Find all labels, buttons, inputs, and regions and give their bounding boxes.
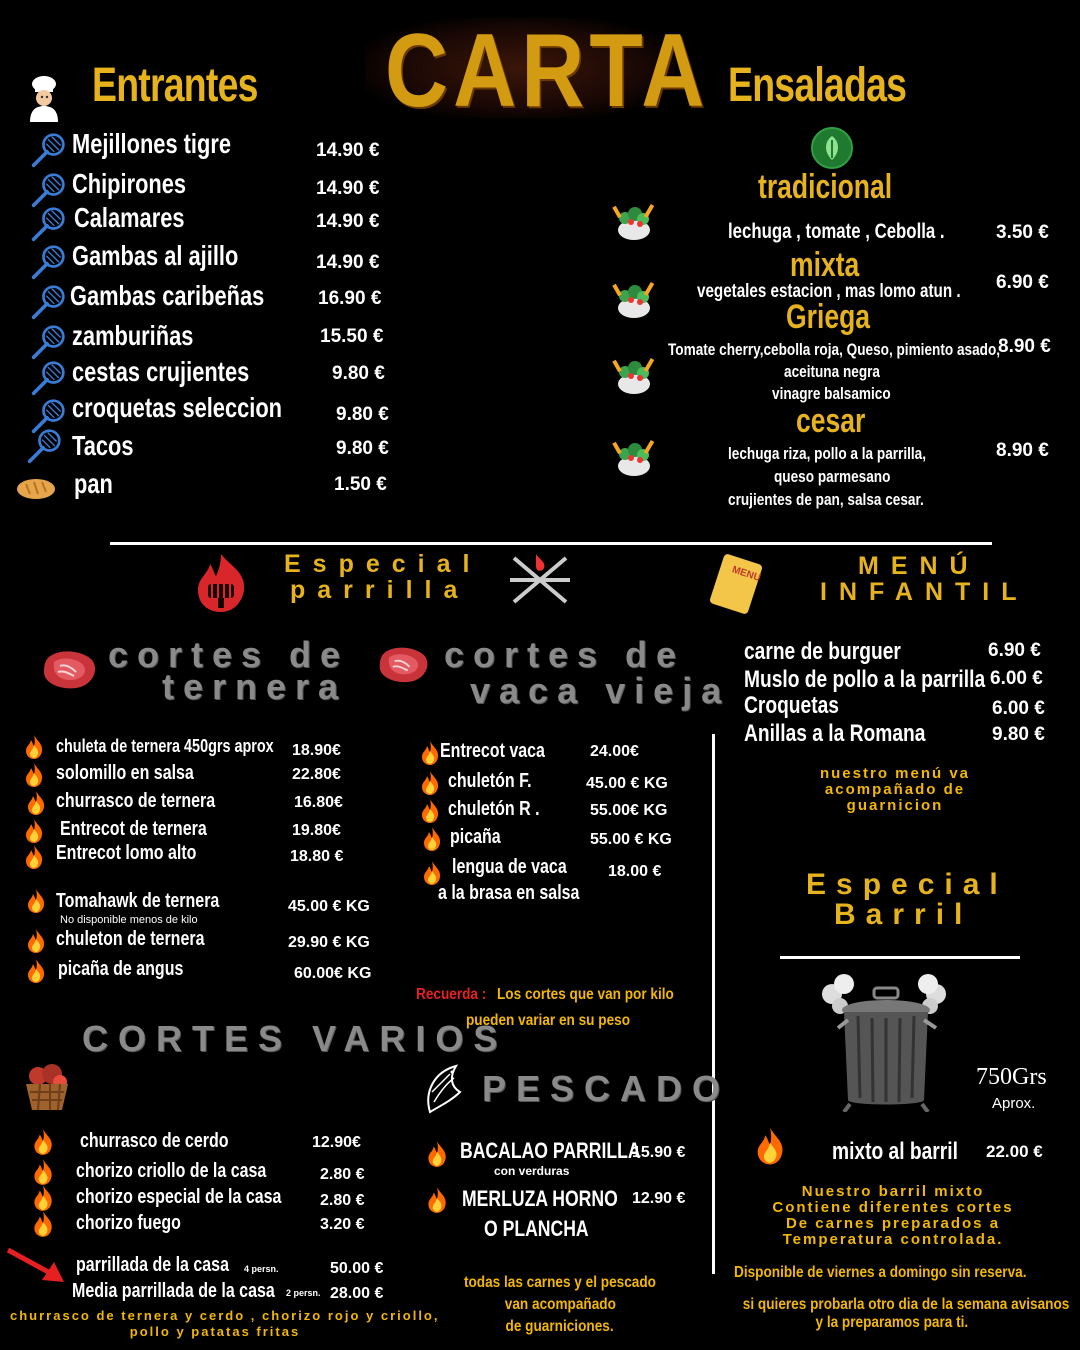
salad-desc: Tomate cherry,cebolla roja, Queso, pimiento asado,: [668, 340, 1001, 359]
price: 15.50 €: [320, 326, 384, 347]
list-item: Chipirones: [72, 168, 187, 199]
list-item: chuletón F.: [448, 770, 532, 792]
list-item: Gambas al ajillo: [72, 240, 239, 271]
price: 19.80€: [292, 822, 341, 839]
price: 16.80€: [294, 794, 343, 811]
list-item: chorizo fuego: [76, 1212, 181, 1234]
price: 22.80€: [292, 766, 341, 783]
note-line: pollo y patatas fritas: [129, 1324, 301, 1339]
price: 24.00€: [590, 743, 639, 760]
note-line: De carnes preparados a: [785, 1215, 1001, 1232]
arrow-icon: [6, 1246, 68, 1291]
price: 9.80 €: [992, 724, 1045, 745]
recuerda-note: [416, 986, 706, 1004]
list-item: churrasco de ternera: [56, 790, 216, 812]
bread-icon: [16, 476, 56, 507]
list-item: Croquetas: [744, 692, 839, 719]
barril-note: [760, 1184, 1026, 1248]
list-item: chorizo especial de la casa: [76, 1186, 282, 1208]
salad-icon: [608, 352, 660, 402]
list-item: picaña: [450, 826, 501, 848]
divider: [780, 956, 1020, 959]
list-item: cestas crujientes: [72, 356, 250, 387]
flame-icon: [420, 798, 440, 824]
frying-pan-icon: [30, 360, 66, 396]
frying-pan-icon: [30, 324, 66, 360]
salad-desc: lechuga riza, pollo a la parrilla,: [728, 444, 927, 463]
list-item: mixto al barril: [832, 1138, 958, 1165]
list-item: solomillo en salsa: [56, 762, 194, 784]
flame-icon: [754, 1126, 786, 1166]
list-item: croquetas seleccion: [72, 392, 283, 423]
list-item: pan: [74, 468, 113, 499]
list-item-line2: O PLANCHA: [484, 1216, 589, 1241]
list-item: lengua de vaca: [452, 856, 567, 878]
price: 28.00 €: [330, 1285, 384, 1302]
price: 18.90€: [292, 742, 341, 759]
disponible-note: Disponible de viernes a domingo sin reserva.: [734, 1264, 1027, 1281]
salad-desc: crujientes de pan, salsa cesar.: [728, 490, 924, 509]
parrillada-note: [10, 1308, 440, 1340]
bbq-tools-icon: [506, 552, 574, 613]
flame-icon: [420, 740, 440, 766]
chef-icon: [24, 74, 64, 122]
note-line: van acompañado: [504, 1296, 616, 1313]
recuerda-text: Los cortes que van por kilo: [497, 986, 674, 1003]
salad-name: mixta: [790, 246, 860, 284]
list-item: zamburiñas: [72, 320, 194, 351]
avisar-note: [714, 1296, 1070, 1332]
price: 6.00 €: [990, 668, 1043, 689]
barrel-icon: [818, 972, 954, 1117]
pescado-title: PESCADO: [482, 1068, 731, 1109]
price: 6.00 €: [992, 698, 1045, 719]
frying-pan-icon: [30, 244, 66, 280]
list-item: chuleton de ternera: [56, 928, 205, 950]
price: 22.00 €: [986, 1142, 1043, 1161]
price: 18.00 €: [608, 863, 662, 880]
list-item: Tacos: [72, 430, 134, 461]
note-line: todas las carnes y el pescado: [463, 1274, 656, 1291]
persons: 2 persn.: [286, 1288, 321, 1298]
note-line: nuestro menú va: [819, 765, 971, 782]
flame-icon: [26, 888, 46, 914]
price: 3.20 €: [320, 1216, 365, 1233]
entrantes-heading: Entrantes: [92, 59, 258, 112]
pescado-note: [420, 1272, 700, 1338]
item-sub: con verduras: [494, 1164, 570, 1178]
list-item: Muslo de pollo a la parrilla: [744, 666, 986, 693]
steak-icon: [40, 648, 100, 692]
salad-icon: [608, 198, 660, 248]
fish-icon: [420, 1062, 470, 1123]
flame-icon: [32, 1184, 54, 1212]
list-item: BACALAO PARRILLA: [460, 1138, 641, 1163]
price: 2.80 €: [320, 1166, 365, 1183]
price: 9.80 €: [332, 363, 385, 384]
price: 14.90 €: [316, 211, 380, 232]
cortes-ternera-line1: cortes de: [108, 634, 350, 675]
recuerda-text-2: pueden variar en su peso: [466, 1012, 631, 1029]
list-item: Entrecot lomo alto: [56, 842, 197, 864]
list-item: Entrecot vaca: [440, 740, 545, 762]
note-line: guarnicion: [846, 797, 944, 814]
salad-name: cesar: [796, 402, 866, 440]
salad-name: tradicional: [758, 168, 893, 206]
flame-icon: [26, 790, 46, 816]
salad-desc: vinagre balsamico: [772, 384, 891, 403]
salad-desc: aceituna negra: [784, 362, 880, 381]
price: 14.90 €: [316, 252, 380, 273]
salad-icon: [608, 434, 660, 484]
page-title-text: CARTA: [385, 13, 710, 129]
menu-infantil-line1: MENÚ: [858, 552, 980, 580]
menu-infantil-line2: INFANTIL: [820, 578, 1029, 606]
especial-parrilla-line1: Especial: [284, 550, 482, 578]
frying-pan-icon: [26, 428, 62, 464]
note-line: de guarniciones.: [505, 1318, 615, 1335]
note-line: Nuestro barril mixto: [801, 1183, 985, 1200]
price: 15.90 €: [632, 1144, 686, 1161]
price: 12.90€: [312, 1134, 361, 1151]
price: 2.80 €: [320, 1192, 365, 1209]
flame-icon: [32, 1128, 54, 1156]
list-item: churrasco de cerdo: [80, 1130, 229, 1152]
list-item-line2: a la brasa en salsa: [438, 882, 580, 904]
list-item: picaña de angus: [58, 958, 184, 980]
menu-card-icon: [706, 552, 770, 621]
especial-barril-line2: Barril: [834, 898, 973, 931]
flame-icon: [32, 1210, 54, 1238]
salad-icon: [608, 276, 660, 326]
flame-icon: [26, 928, 46, 954]
price: 9.80 €: [336, 438, 389, 459]
price: 45.00 € KG: [288, 898, 370, 915]
barrel-weight: 750Grs: [976, 1064, 1047, 1090]
steak-icon: [376, 644, 432, 686]
note-line: Contiene diferentes cortes: [772, 1199, 1014, 1216]
price: 55.00 € KG: [590, 831, 672, 848]
price: 16.90 €: [318, 288, 382, 309]
especial-barril-line1: Especial: [806, 868, 1008, 901]
price: 1.50 €: [334, 474, 387, 495]
list-item: Anillas a la Romana: [744, 720, 926, 747]
salad-desc: queso parmesano: [774, 467, 891, 486]
frying-pan-icon: [30, 132, 66, 168]
menu-infantil-note: [800, 766, 990, 814]
divider: [110, 542, 992, 545]
price: 8.90 €: [996, 440, 1049, 461]
list-item: carne de burguer: [744, 638, 901, 665]
menu-badge-text: MENU: [730, 564, 762, 584]
list-item: parrillada de la casa: [76, 1254, 229, 1276]
list-item: chuletón R .: [448, 798, 540, 820]
price: 45.00 € KG: [586, 775, 668, 792]
flame-icon: [420, 770, 440, 796]
item-sub: No disponible menos de kilo: [60, 914, 198, 926]
grill-icon: [192, 552, 250, 619]
barrel-weight-sub: Aprox.: [992, 1095, 1036, 1112]
salad-name: Griega: [786, 298, 871, 336]
price: 9.80 €: [336, 404, 389, 425]
frying-pan-icon: [30, 172, 66, 208]
note-line: acompañado de: [824, 781, 966, 798]
price: 60.00€ KG: [294, 965, 372, 982]
note-line: Temperatura controlada.: [782, 1231, 1004, 1248]
price: 8.90 €: [998, 336, 1051, 357]
especial-parrilla-line2: parrilla: [290, 576, 470, 604]
price: 6.90 €: [996, 272, 1049, 293]
flame-icon: [24, 844, 44, 870]
price: 29.90 € KG: [288, 934, 370, 951]
flame-icon: [24, 762, 44, 788]
note-line: si quieres probarla otro dia de la semana avisanos: [742, 1296, 1070, 1313]
flame-icon: [24, 734, 44, 760]
flame-icon: [26, 958, 46, 984]
flame-icon: [426, 1186, 448, 1214]
price: 12.90 €: [632, 1190, 686, 1207]
vertical-divider: [712, 734, 715, 1274]
cortes-vaca-line2: vaca vieja: [470, 670, 731, 711]
list-item: Entrecot de ternera: [60, 818, 207, 840]
frying-pan-icon: [30, 206, 66, 242]
note-line: churrasco de ternera y cerdo , chorizo rojo y criollo,: [10, 1308, 440, 1323]
recuerda-label: Recuerda :: [416, 986, 487, 1003]
salad-desc: vegetales estacion , mas lomo atun .: [697, 281, 961, 302]
list-item: MERLUZA HORNO: [462, 1186, 618, 1211]
flame-icon: [24, 818, 44, 844]
cortes-ternera-line2: ternera: [162, 666, 348, 707]
price: 55.00€ KG: [590, 802, 668, 819]
frying-pan-icon: [30, 284, 66, 320]
price: 14.90 €: [316, 178, 380, 199]
list-item: Calamares: [74, 202, 185, 233]
cortes-varios-title: CORTES VARIOS: [82, 1018, 508, 1059]
list-item: Mejillones tigre: [72, 128, 231, 159]
ensaladas-heading: Ensaladas: [728, 59, 907, 112]
flame-icon: [32, 1158, 54, 1186]
salad-desc: lechuga , tomate , Cebolla .: [728, 220, 945, 243]
persons: 4 persn.: [244, 1264, 279, 1274]
list-item: Media parrillada de la casa: [72, 1280, 275, 1302]
flame-icon: [426, 1140, 448, 1168]
price: 14.90 €: [316, 140, 380, 161]
flame-icon: [422, 826, 442, 852]
list-item: chorizo criollo de la casa: [76, 1160, 267, 1182]
list-item: chuleta de ternera 450grs aprox: [56, 736, 274, 756]
price: 3.50 €: [996, 222, 1049, 243]
list-item: Gambas caribeñas: [70, 280, 265, 311]
price: 50.00 €: [330, 1260, 384, 1277]
price: 6.90 €: [988, 640, 1041, 661]
price: 18.80 €: [290, 848, 344, 865]
basket-icon: [22, 1062, 72, 1119]
note-line: y la preparamos para ti.: [815, 1314, 969, 1331]
list-item: Tomahawk de ternera: [56, 890, 220, 912]
cortes-vaca-line1: cortes de: [444, 634, 686, 675]
